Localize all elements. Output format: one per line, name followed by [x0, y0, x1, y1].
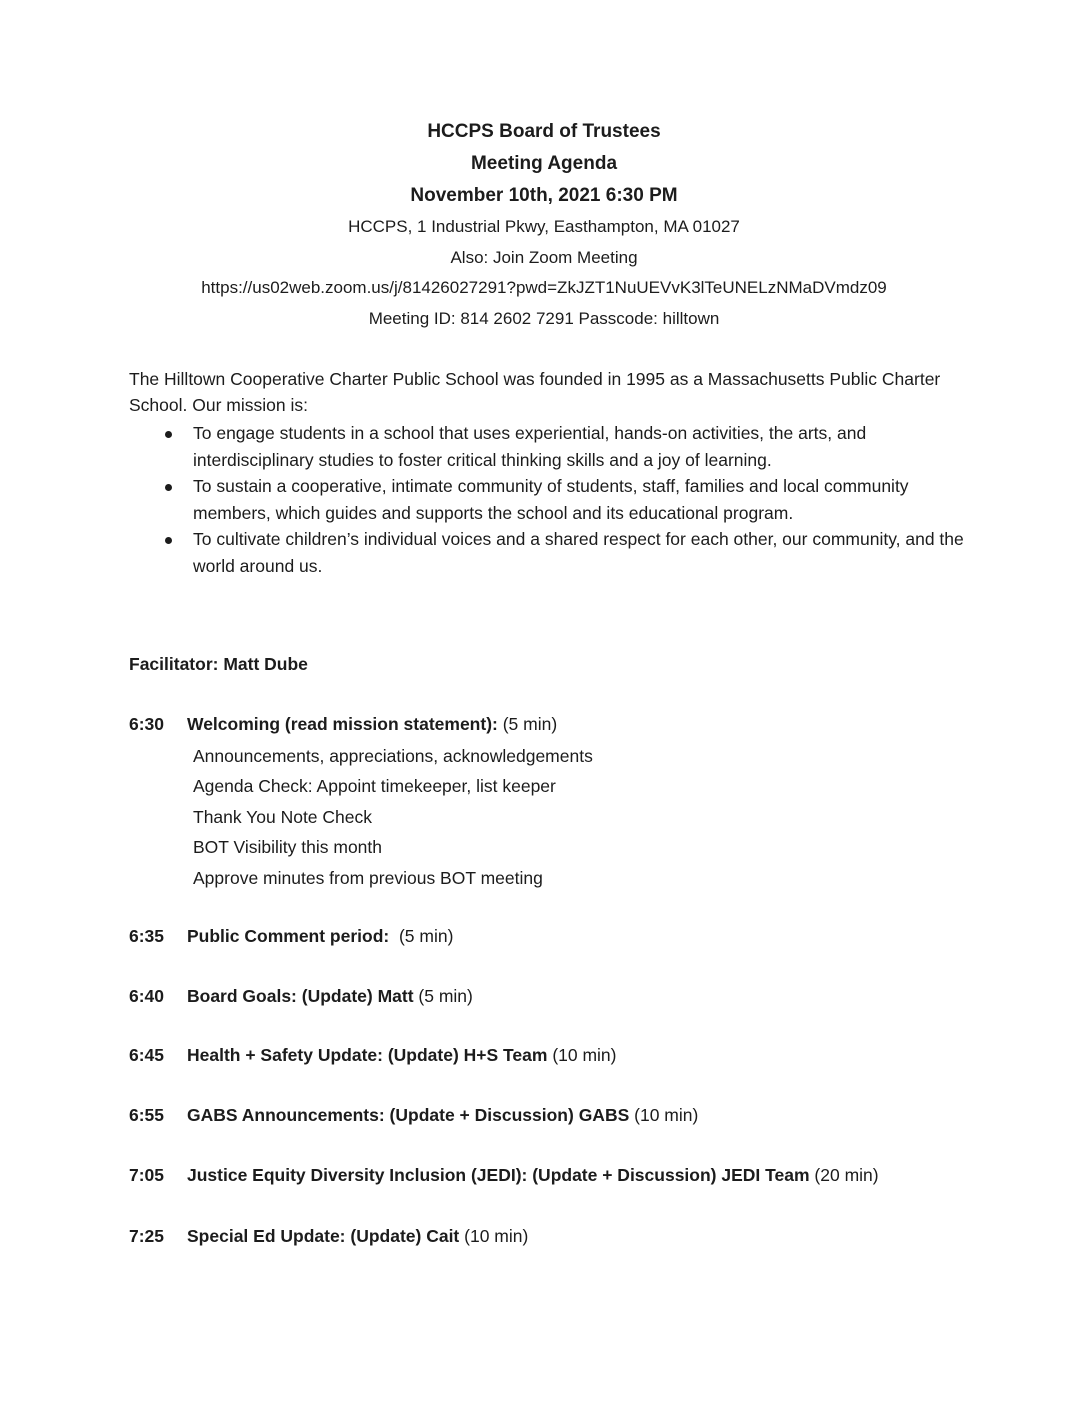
facilitator: Facilitator: Matt Dube: [129, 654, 308, 674]
document-header: [0, 116, 1088, 334]
agenda-title: Welcoming (read mission statement):: [187, 714, 498, 734]
agenda-item-jedi: [129, 1165, 879, 1186]
agenda-item-special-ed: [129, 1226, 528, 1247]
agenda-title: Public Comment period:: [187, 926, 390, 946]
bullet-icon: [165, 431, 172, 438]
mission-bullet: To cultivate children’s individual voices and a shared respect for each other, our community, and the world around us.: [129, 526, 969, 579]
agenda-duration: (20 min): [809, 1165, 879, 1185]
meeting-address: HCCPS, 1 Industrial Pkwy, Easthampton, MA 01027: [348, 217, 740, 236]
agenda-item-welcoming: [129, 714, 557, 735]
agenda-title: GABS Announcements: (Update + Discussion) GABS: [187, 1105, 630, 1125]
mission-bullet: To sustain a cooperative, intimate community of students, staff, families and local community members, which guides and supports the school and its educational program.: [129, 473, 969, 526]
agenda-title: Board Goals: (Update) Matt: [187, 986, 414, 1006]
subitem: Announcements, appreciations, acknowledgements: [193, 746, 593, 766]
agenda-item-health-safety: [129, 1045, 617, 1066]
agenda-title: Meeting Agenda: [470, 153, 618, 174]
bullet-icon: [165, 484, 172, 491]
agenda-time: 6:40: [129, 986, 165, 1006]
mission-section: [129, 366, 969, 579]
agenda-time: 6:30: [129, 714, 165, 734]
subitem: BOT Visibility this month: [193, 837, 383, 858]
subitem: Agenda Check: Appoint timekeeper, list keeper: [193, 776, 556, 797]
agenda-time: 7:25: [129, 1226, 165, 1246]
subitem: Thank You Note Check: [193, 806, 373, 827]
agenda-title: Special Ed Update: (Update) Cait: [187, 1226, 460, 1246]
bullet-icon: [165, 537, 172, 544]
agenda-title: Health + Safety Update: (Update) H+S Team: [187, 1045, 548, 1065]
welcoming-subitems: [193, 741, 593, 893]
meeting-id: Meeting ID: 814 2602 7291 Passcode: hilltown: [368, 308, 720, 328]
agenda-time: 6:45: [129, 1045, 165, 1065]
board-title: HCCPS Board of Trustees: [427, 121, 661, 142]
zoom-url: https://us02web.zoom.us/j/81426027291?pwd=ZkJZT1NuUEVvK3lTeUNELzNMaDVmdz09: [201, 278, 887, 297]
agenda-duration: (5 min): [389, 926, 454, 946]
agenda-time: 6:55: [129, 1105, 165, 1125]
agenda-title: Justice Equity Diversity Inclusion (JEDI): (Update + Discussion) JEDI Team: [187, 1165, 810, 1185]
mission-bullet: To engage students in a school that uses experiential, hands-on activities, the arts, and interdisciplinary studies to foster critical thinking skills and a joy of learning.: [129, 420, 969, 473]
agenda-item-board-goals: [129, 986, 473, 1007]
agenda-duration: (10 min): [459, 1226, 529, 1246]
mission-list: [129, 420, 969, 579]
agenda-item-public-comment: [129, 926, 453, 947]
agenda-time: 6:35: [129, 926, 165, 946]
zoom-label: Also: Join Zoom Meeting: [450, 247, 638, 267]
agenda-duration: (10 min): [629, 1105, 699, 1125]
meeting-date: November 10th, 2021 6:30 PM: [410, 185, 678, 206]
agenda-duration: (10 min): [547, 1045, 617, 1065]
mission-intro-text: The Hilltown Cooperative Charter Public School was founded in 1995 as a Massachusetts Public Charter School. Our mission is:: [129, 369, 941, 415]
subitem: Approve minutes from previous BOT meeting: [193, 867, 543, 888]
agenda-time: 7:05: [129, 1165, 165, 1185]
agenda-duration: (5 min): [413, 986, 473, 1006]
agenda-duration: (5 min): [497, 714, 558, 734]
agenda-item-gabs: [129, 1105, 698, 1126]
